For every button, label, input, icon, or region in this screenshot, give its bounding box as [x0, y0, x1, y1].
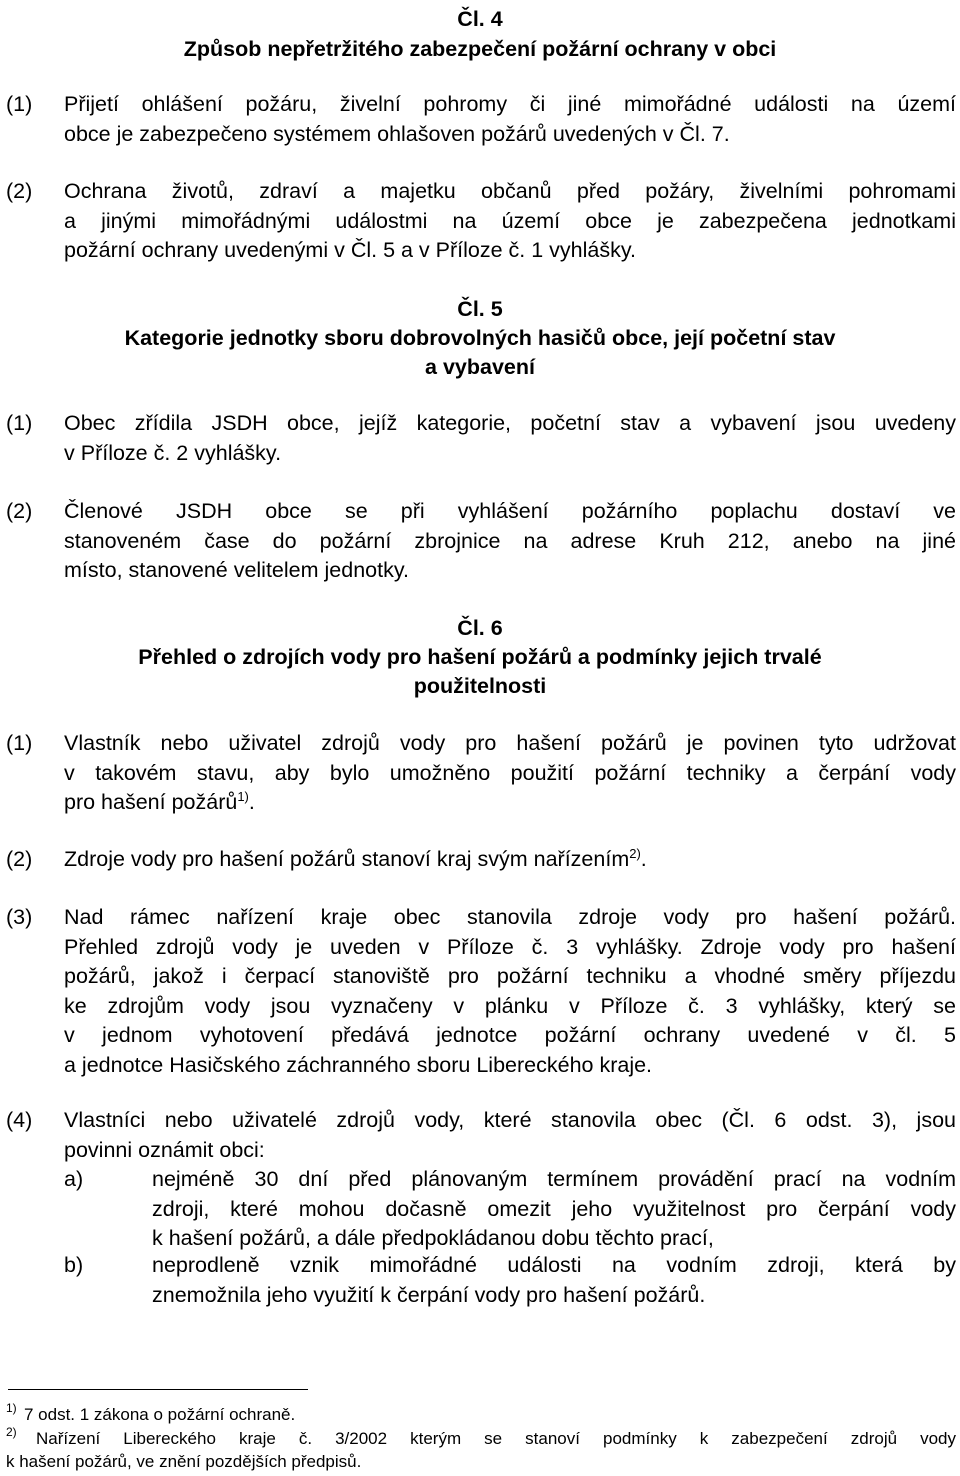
paragraph-number: (4) [6, 1108, 33, 1132]
article-4-heading: Čl. 4 [457, 7, 503, 31]
list-line: k hašení požárů, a dále předpokládanou dobu těchto prací, [152, 1226, 714, 1250]
paragraph-line: povinni oznámit obci: [64, 1137, 265, 1162]
paragraph-number: (1) [6, 92, 33, 116]
article-5-title-line-2: a vybavení [425, 355, 535, 379]
article-6-title-line-1: Přehled o zdrojích vody pro hašení požárů a podmínky jejich trvalé [138, 645, 822, 669]
footnote-marker: 2) [6, 1425, 17, 1439]
paragraph-line: v takovém stavu, aby bylo umožněno použití požární techniky a čerpání vody [64, 760, 956, 785]
paragraph-line: a jinými mimořádnými událostmi na území obce je zabezpečena jednotkami [64, 208, 956, 233]
footnote-marker: 1) [6, 1401, 17, 1415]
paragraph-number: (2) [6, 847, 33, 871]
footnote-text: k hašení požárů, ve znění pozdějších předpisů. [6, 1452, 362, 1471]
footnote-text: 7 odst. 1 zákona o požární ochraně. [24, 1405, 296, 1424]
paragraph-line: ke zdrojům vody jsou vyznačeny v plánku v Příloze č. 3 vyhlášky, který se [64, 993, 956, 1018]
paragraph-line [64, 845, 956, 875]
paragraph-line: stanoveném čase do požární zbrojnice na adrese Kruh 212, anebo na jiné [64, 528, 956, 553]
list-marker: a) [64, 1167, 84, 1191]
paragraph-line: Nad rámec nařízení kraje obec stanovila zdroje vody pro hašení požárů. [64, 905, 956, 929]
footnote-separator [8, 1389, 308, 1390]
paragraph-line: Členové JSDH obce se při vyhlášení požárního poplachu dostaví ve [64, 499, 956, 523]
article-5-title-line-1: Kategorie jednotky sboru dobrovolných hasičů obce, její početní stav [124, 326, 836, 350]
article-5-heading: Čl. 5 [457, 297, 503, 321]
paragraph-line: Vlastníci nebo uživatelé zdrojů vody, které stanovila obec (Čl. 6 odst. 3), jsou [64, 1108, 956, 1132]
article-6-title-line-2: použitelnosti [413, 674, 547, 698]
list-line: znemožnila jeho využití k čerpání vody pro hašení požárů. [152, 1282, 706, 1307]
paragraph-line: Přehled zdrojů vody je uveden v Příloze č. 3 vyhlášky. Zdroje vody pro hašení [64, 934, 956, 959]
list-line: zdroji, které mohou dočasně omezit jeho využitelnost pro čerpání vody [152, 1196, 956, 1221]
paragraph-number: (2) [6, 499, 33, 523]
list-marker: b) [64, 1253, 84, 1277]
footnote-text: Nařízení Libereckého kraje č. 3/2002 kterým se stanoví podmínky k zabezpečení zdrojů vody [36, 1429, 956, 1448]
paragraph-number: (3) [6, 905, 33, 929]
paragraph-text: . [640, 847, 647, 871]
paragraph-line: v Příloze č. 2 vyhlášky. [64, 440, 282, 465]
paragraph-line: Ochrana životů, zdraví a majetku občanů před požáry, živelními pohromami [64, 179, 956, 203]
paragraph-line: požárů, jakož i čerpací stanoviště pro požární techniku a vhodné směry příjezdu [64, 964, 956, 988]
list-line: nejméně 30 dní před plánovaným termínem provádění prací na vodním [152, 1167, 956, 1191]
paragraph-line: a jednotce Hasičského záchranného sboru Libereckého kraje. [64, 1052, 653, 1077]
paragraph-number: (2) [6, 179, 33, 203]
paragraph-line: požární ochrany uvedenými v Čl. 5 a v Příloze č. 1 vyhlášky. [64, 238, 636, 262]
paragraph-text: pro hašení požárů [64, 790, 238, 814]
paragraph-number: (1) [6, 411, 33, 435]
paragraph-number: (1) [6, 731, 33, 755]
footnote-ref-1: 1) [237, 788, 249, 804]
paragraph-line: Obec zřídila JSDH obce, jejíž kategorie, početní stav a vybavení jsou uvedeny [64, 411, 956, 435]
article-6-heading: Čl. 6 [457, 616, 503, 640]
paragraph-line: místo, stanovené velitelem jednotky. [64, 558, 409, 582]
list-line: neprodleně vznik mimořádné události na vodním zdroji, která by [152, 1253, 956, 1277]
paragraph-line [64, 788, 956, 818]
paragraph-line: Přijetí ohlášení požáru, živelní pohromy či jiné mimořádné události na území [64, 92, 956, 116]
footnote-ref-2: 2) [629, 845, 641, 861]
paragraph-line: Vlastník nebo uživatel zdrojů vody pro hašení požárů je povinen tyto udržovat [64, 731, 956, 755]
paragraph-text: Zdroje vody pro hašení požárů stanoví kraj svým nařízením [64, 847, 630, 871]
paragraph-line: obce je zabezpečeno systémem ohlašoven požárů uvedených v Čl. 7. [64, 121, 730, 146]
paragraph-line: v jednom vyhotovení předává jednotce požární ochrany uvedené v čl. 5 [64, 1023, 956, 1047]
paragraph-text: . [248, 790, 255, 814]
article-4-title: Způsob nepřetržitého zabezpečení požární ochrany v obci [183, 37, 777, 61]
